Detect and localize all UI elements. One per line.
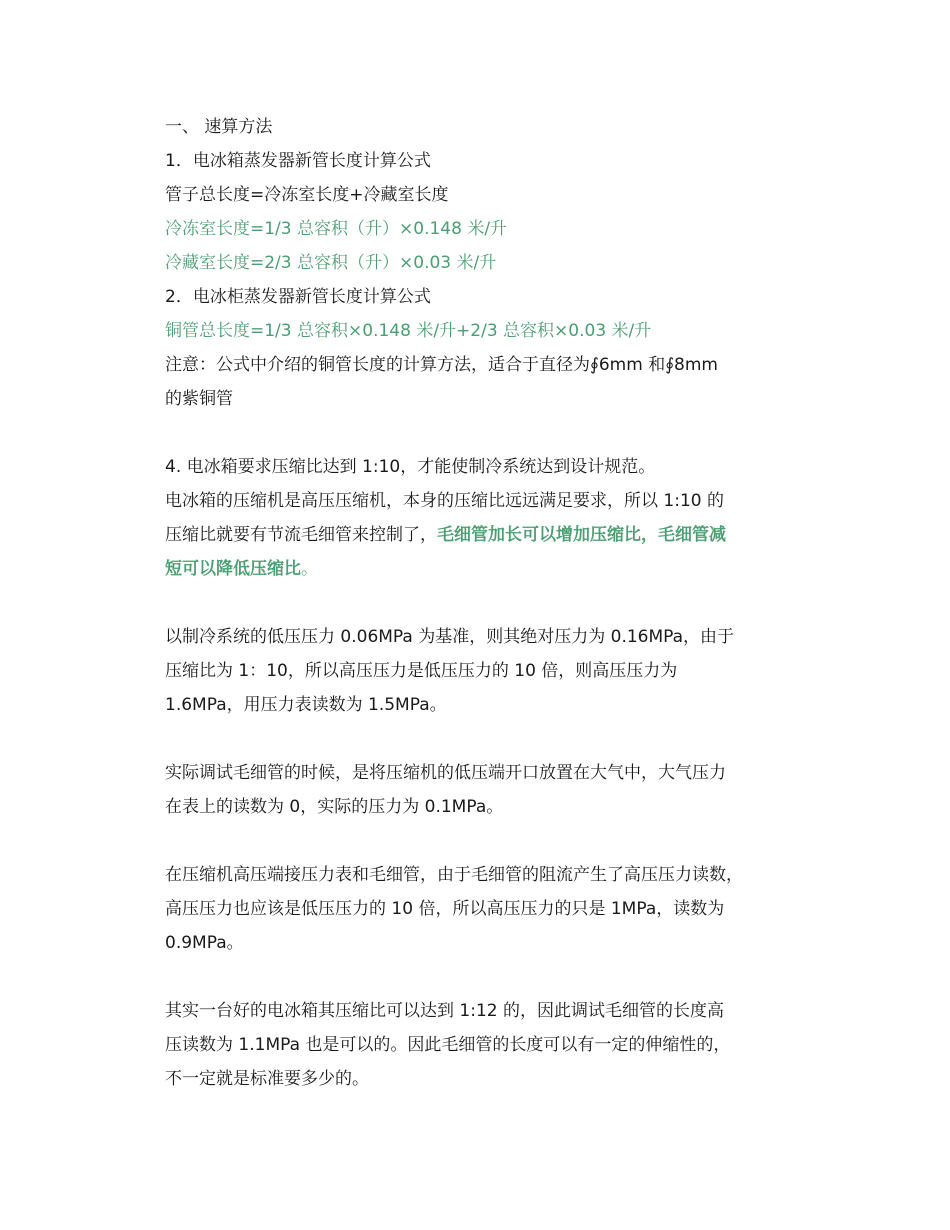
document-page bbox=[165, 110, 805, 1096]
paragraph5-line2: 压读数为 1.1MPa 也是可以的。因此毛细管的长度可以有一定的伸缩性的， bbox=[165, 1035, 731, 1055]
paragraph3-line1: 实际调试毛细管的时候，是将压缩机的低压端开口放置在大气中，大气压力 bbox=[165, 763, 726, 783]
paragraph4-line3: 0.9MPa。 bbox=[165, 933, 244, 953]
paragraph1-line3 bbox=[165, 552, 805, 586]
section-heading: 一、 速算方法 bbox=[165, 117, 273, 137]
spacer bbox=[165, 722, 805, 756]
total-length-formula: 管子总长度=冷冻室长度+冷藏室长度 bbox=[165, 185, 449, 205]
freezer-length-formula: 冷冻室长度=1/3 总容积（升）×0.148 米/升 bbox=[165, 219, 508, 239]
paragraph3-line2: 在表上的读数为 0，实际的压力为 0.1MPa。 bbox=[165, 797, 504, 817]
paragraph1-line1: 电冰箱的压缩机是高压压缩机，本身的压缩比远远满足要求，所以 1:10 的 bbox=[165, 491, 724, 511]
paragraph2-line1: 以制冷系统的低压压力 0.06MPa 为基准，则其绝对压力为 0.16MPa，由于 bbox=[165, 627, 735, 647]
paragraph5-line1: 其实一台好的电冰箱其压缩比可以达到 1:12 的，因此调试毛细管的长度高 bbox=[165, 1001, 724, 1021]
paragraph1-highlight-b: 短可以降低压缩比 bbox=[165, 559, 301, 579]
paragraph1-period: 。 bbox=[301, 559, 318, 579]
copper-length-formula: 铜管总长度=1/3 总容积×0.148 米/升+2/3 总容积×0.03 米/升 bbox=[165, 321, 652, 341]
fridge-length-formula: 冷藏室长度=2/3 总容积（升）×0.03 米/升 bbox=[165, 253, 497, 273]
paragraph4-line1: 在压缩机高压端接压力表和毛细管，由于毛细管的阻流产生了高压压力读数， bbox=[165, 865, 743, 885]
spacer bbox=[165, 960, 805, 994]
item2-title: 2．电冰柜蒸发器新管长度计算公式 bbox=[165, 287, 431, 307]
note-line-1: 注意：公式中介绍的铜管长度的计算方法，适合于直径为∮6mm 和∮8mm bbox=[165, 355, 718, 375]
paragraph2-line3: 1.6MPa，用压力表读数为 1.5MPa。 bbox=[165, 695, 447, 715]
spacer bbox=[165, 824, 805, 858]
paragraph1-line2 bbox=[165, 518, 805, 552]
spacer bbox=[165, 416, 805, 450]
paragraph1-highlight-a: 毛细管加长可以增加压缩比，毛细管减 bbox=[437, 525, 726, 545]
spacer bbox=[165, 586, 805, 620]
paragraph5-line3: 不一定就是标准要多少的。 bbox=[165, 1069, 369, 1089]
paragraph4-line2: 高压压力也应该是低压压力的 10 倍，所以高压压力的只是 1MPa，读数为 bbox=[165, 899, 725, 919]
paragraph2-line2: 压缩比为 1：10，所以高压压力是低压压力的 10 倍，则高压压力为 bbox=[165, 661, 678, 681]
note-line-2: 的紫铜管 bbox=[165, 389, 233, 409]
item4-title: 4. 电冰箱要求压缩比达到 1:10，才能使制冷系统达到设计规范。 bbox=[165, 457, 656, 477]
item1-title: 1．电冰箱蒸发器新管长度计算公式 bbox=[165, 151, 431, 171]
paragraph1-line2-plain: 压缩比就要有节流毛细管来控制了， bbox=[165, 525, 437, 545]
